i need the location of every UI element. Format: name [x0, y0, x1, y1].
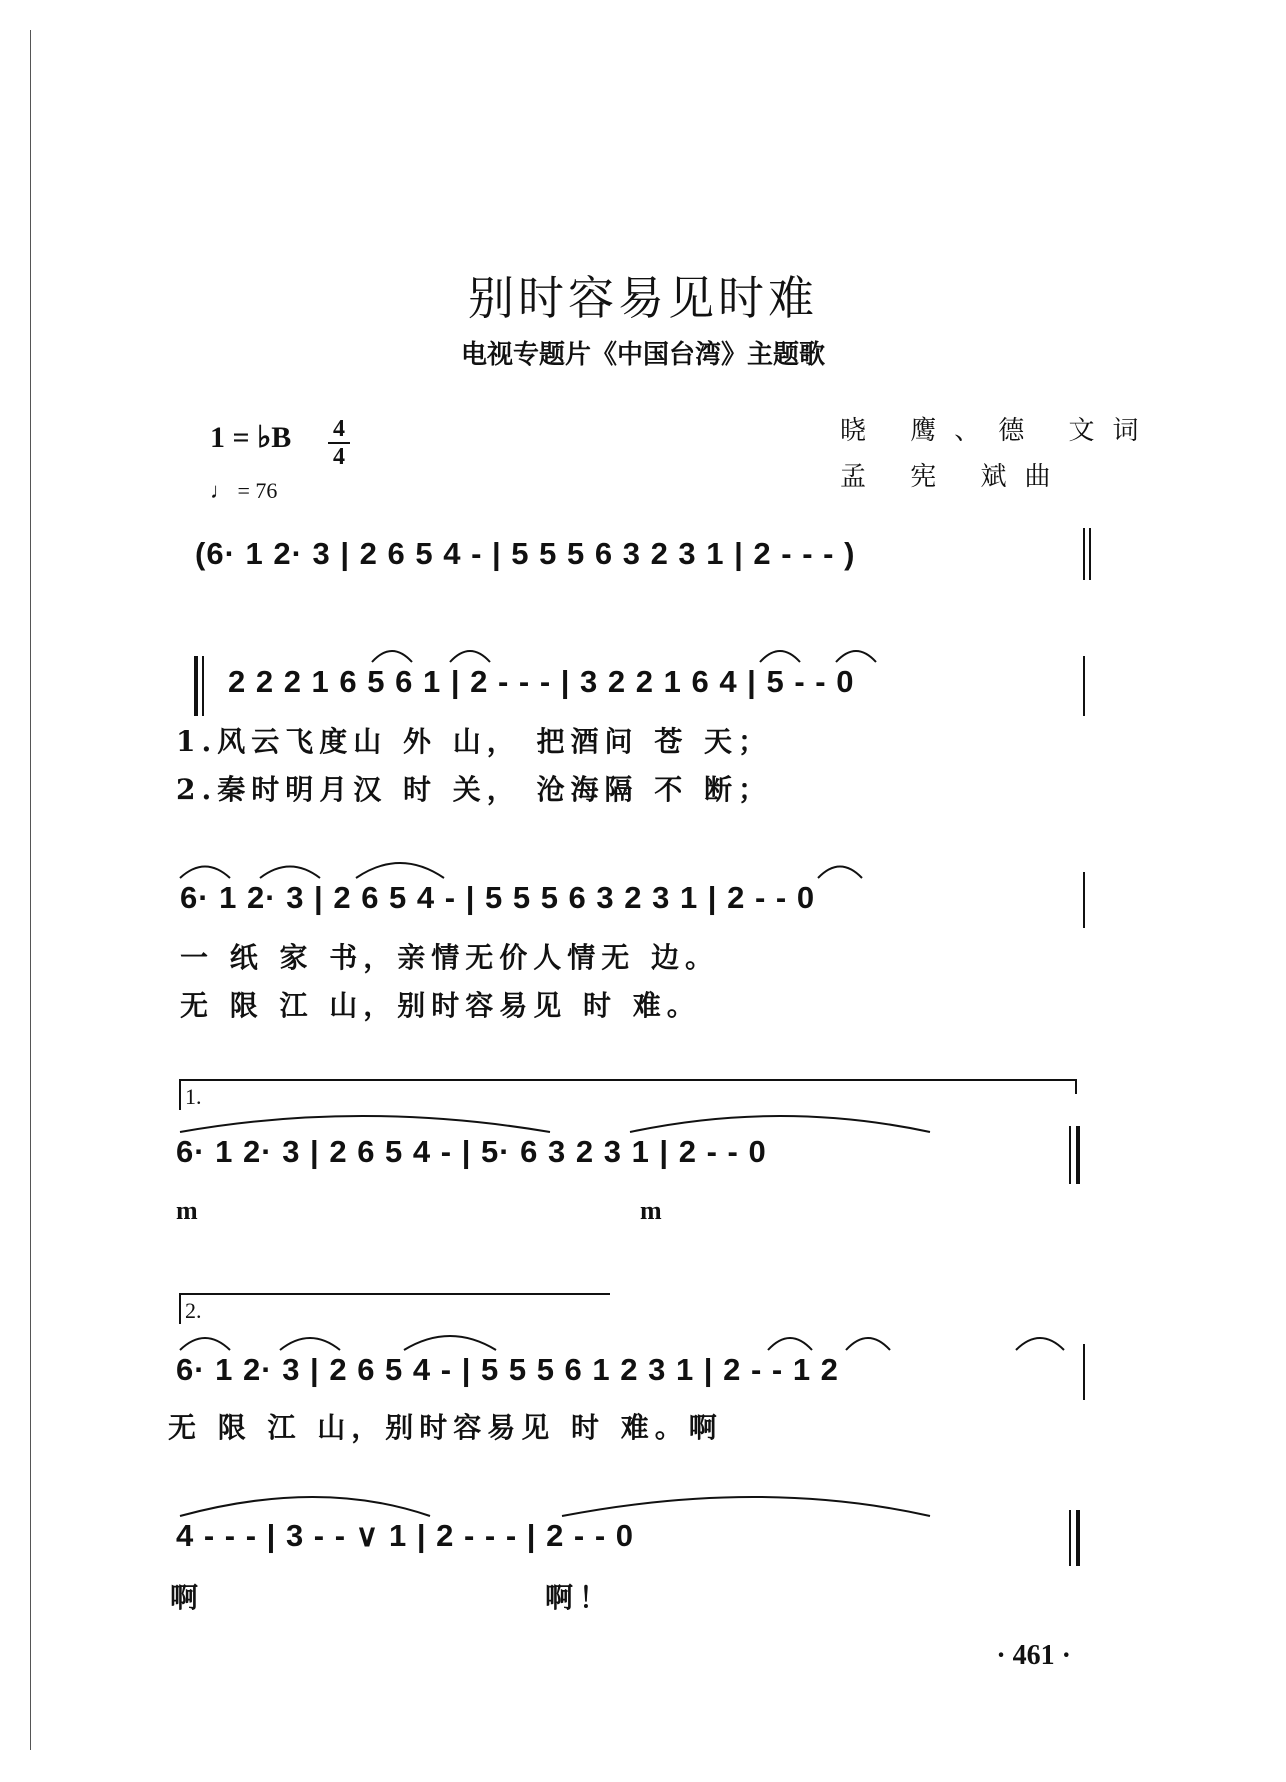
- score-line-verse-a: 2 2 2 1 6 5 6 1 | 2 - - - | 3 2 2 1 6 4 | 5 - - 0: [228, 664, 855, 699]
- slur-9: [180, 1116, 550, 1132]
- lyrics-coda-1: 啊: [170, 1581, 205, 1614]
- slur-11: [180, 1338, 230, 1350]
- slur-10: [630, 1116, 930, 1132]
- slur-2: [450, 651, 490, 662]
- slur-4: [836, 651, 876, 662]
- first-ending-bracket: [180, 1080, 1076, 1110]
- slur-1: [372, 651, 412, 662]
- lyrics-second-ending: 无 限 江 山，别时容易见 时 难。啊: [168, 1411, 723, 1444]
- composer-credit: 孟 宪 斌曲: [840, 462, 1069, 492]
- slur-17: [180, 1497, 430, 1516]
- lyrics-verse1-line-a: 1.风云飞度山 外 山， 把酒问 苍 天；: [176, 725, 772, 758]
- slur-18: [562, 1497, 930, 1516]
- slur-13: [404, 1336, 496, 1350]
- humming-2: m: [640, 1196, 662, 1225]
- slur-16: [1016, 1338, 1064, 1350]
- song-subtitle: 电视专题片《中国台湾》主题歌: [460, 340, 825, 370]
- slur-3: [760, 651, 800, 662]
- second-ending-label: 2.: [185, 1298, 202, 1323]
- first-ending-label: 1.: [185, 1084, 202, 1109]
- second-ending-bracket: [180, 1294, 610, 1324]
- tempo-marking: ♩ = 76: [210, 478, 278, 503]
- score-line-first-ending: 6· 1 2· 3 | 2 6 5 4 - | 5· 6 3 2 3 1 | 2 - - 0: [176, 1134, 767, 1169]
- score-line-verse-b: 6· 1 2· 3 | 2 6 5 4 - | 5 5 5 6 3 2 3 1 | 2 - - 0: [180, 880, 816, 915]
- slur-7: [356, 863, 444, 878]
- slur-8: [818, 867, 862, 879]
- slur-5: [180, 867, 230, 879]
- lyrics-verse2-line-a: 2.秦时明月汉 时 关， 沧海隔 不 断；: [176, 773, 772, 806]
- score-line-intro: (6· 1 2· 3 | 2 6 5 4 - | 5 5 5 6 3 2 3 1 | 2 - - - ): [195, 536, 856, 571]
- time-signature-top: 4: [333, 416, 345, 442]
- slur-14: [768, 1338, 812, 1350]
- lyrics-coda-2: 啊！: [545, 1581, 614, 1614]
- lyrics-verse1-line-b: 一 纸 家 书，亲情无价人情无 边。: [180, 941, 719, 974]
- lyrics-verse2-line-b: 无 限 江 山，别时容易见 时 难。: [180, 989, 701, 1022]
- slur-6: [260, 867, 320, 879]
- slur-12: [280, 1338, 340, 1350]
- slur-15: [846, 1338, 890, 1350]
- score-line-coda: 4 - - - | 3 - - ∨ 1 | 2 - - - | 2 - - 0: [176, 1518, 635, 1553]
- humming-1: m: [176, 1196, 198, 1225]
- score-line-second-ending: 6· 1 2· 3 | 2 6 5 4 - | 5 5 5 6 1 2 3 1 | 2 - - 1 2: [176, 1352, 839, 1387]
- song-title: 别时容易见时难: [468, 271, 818, 325]
- key-signature: 1 = ♭B: [210, 421, 292, 454]
- lyricist-credit: 晓 鹰、德 文词: [840, 416, 1157, 446]
- page-number: · 461 ·: [996, 1640, 1071, 1671]
- time-signature-bottom: 4: [333, 444, 345, 470]
